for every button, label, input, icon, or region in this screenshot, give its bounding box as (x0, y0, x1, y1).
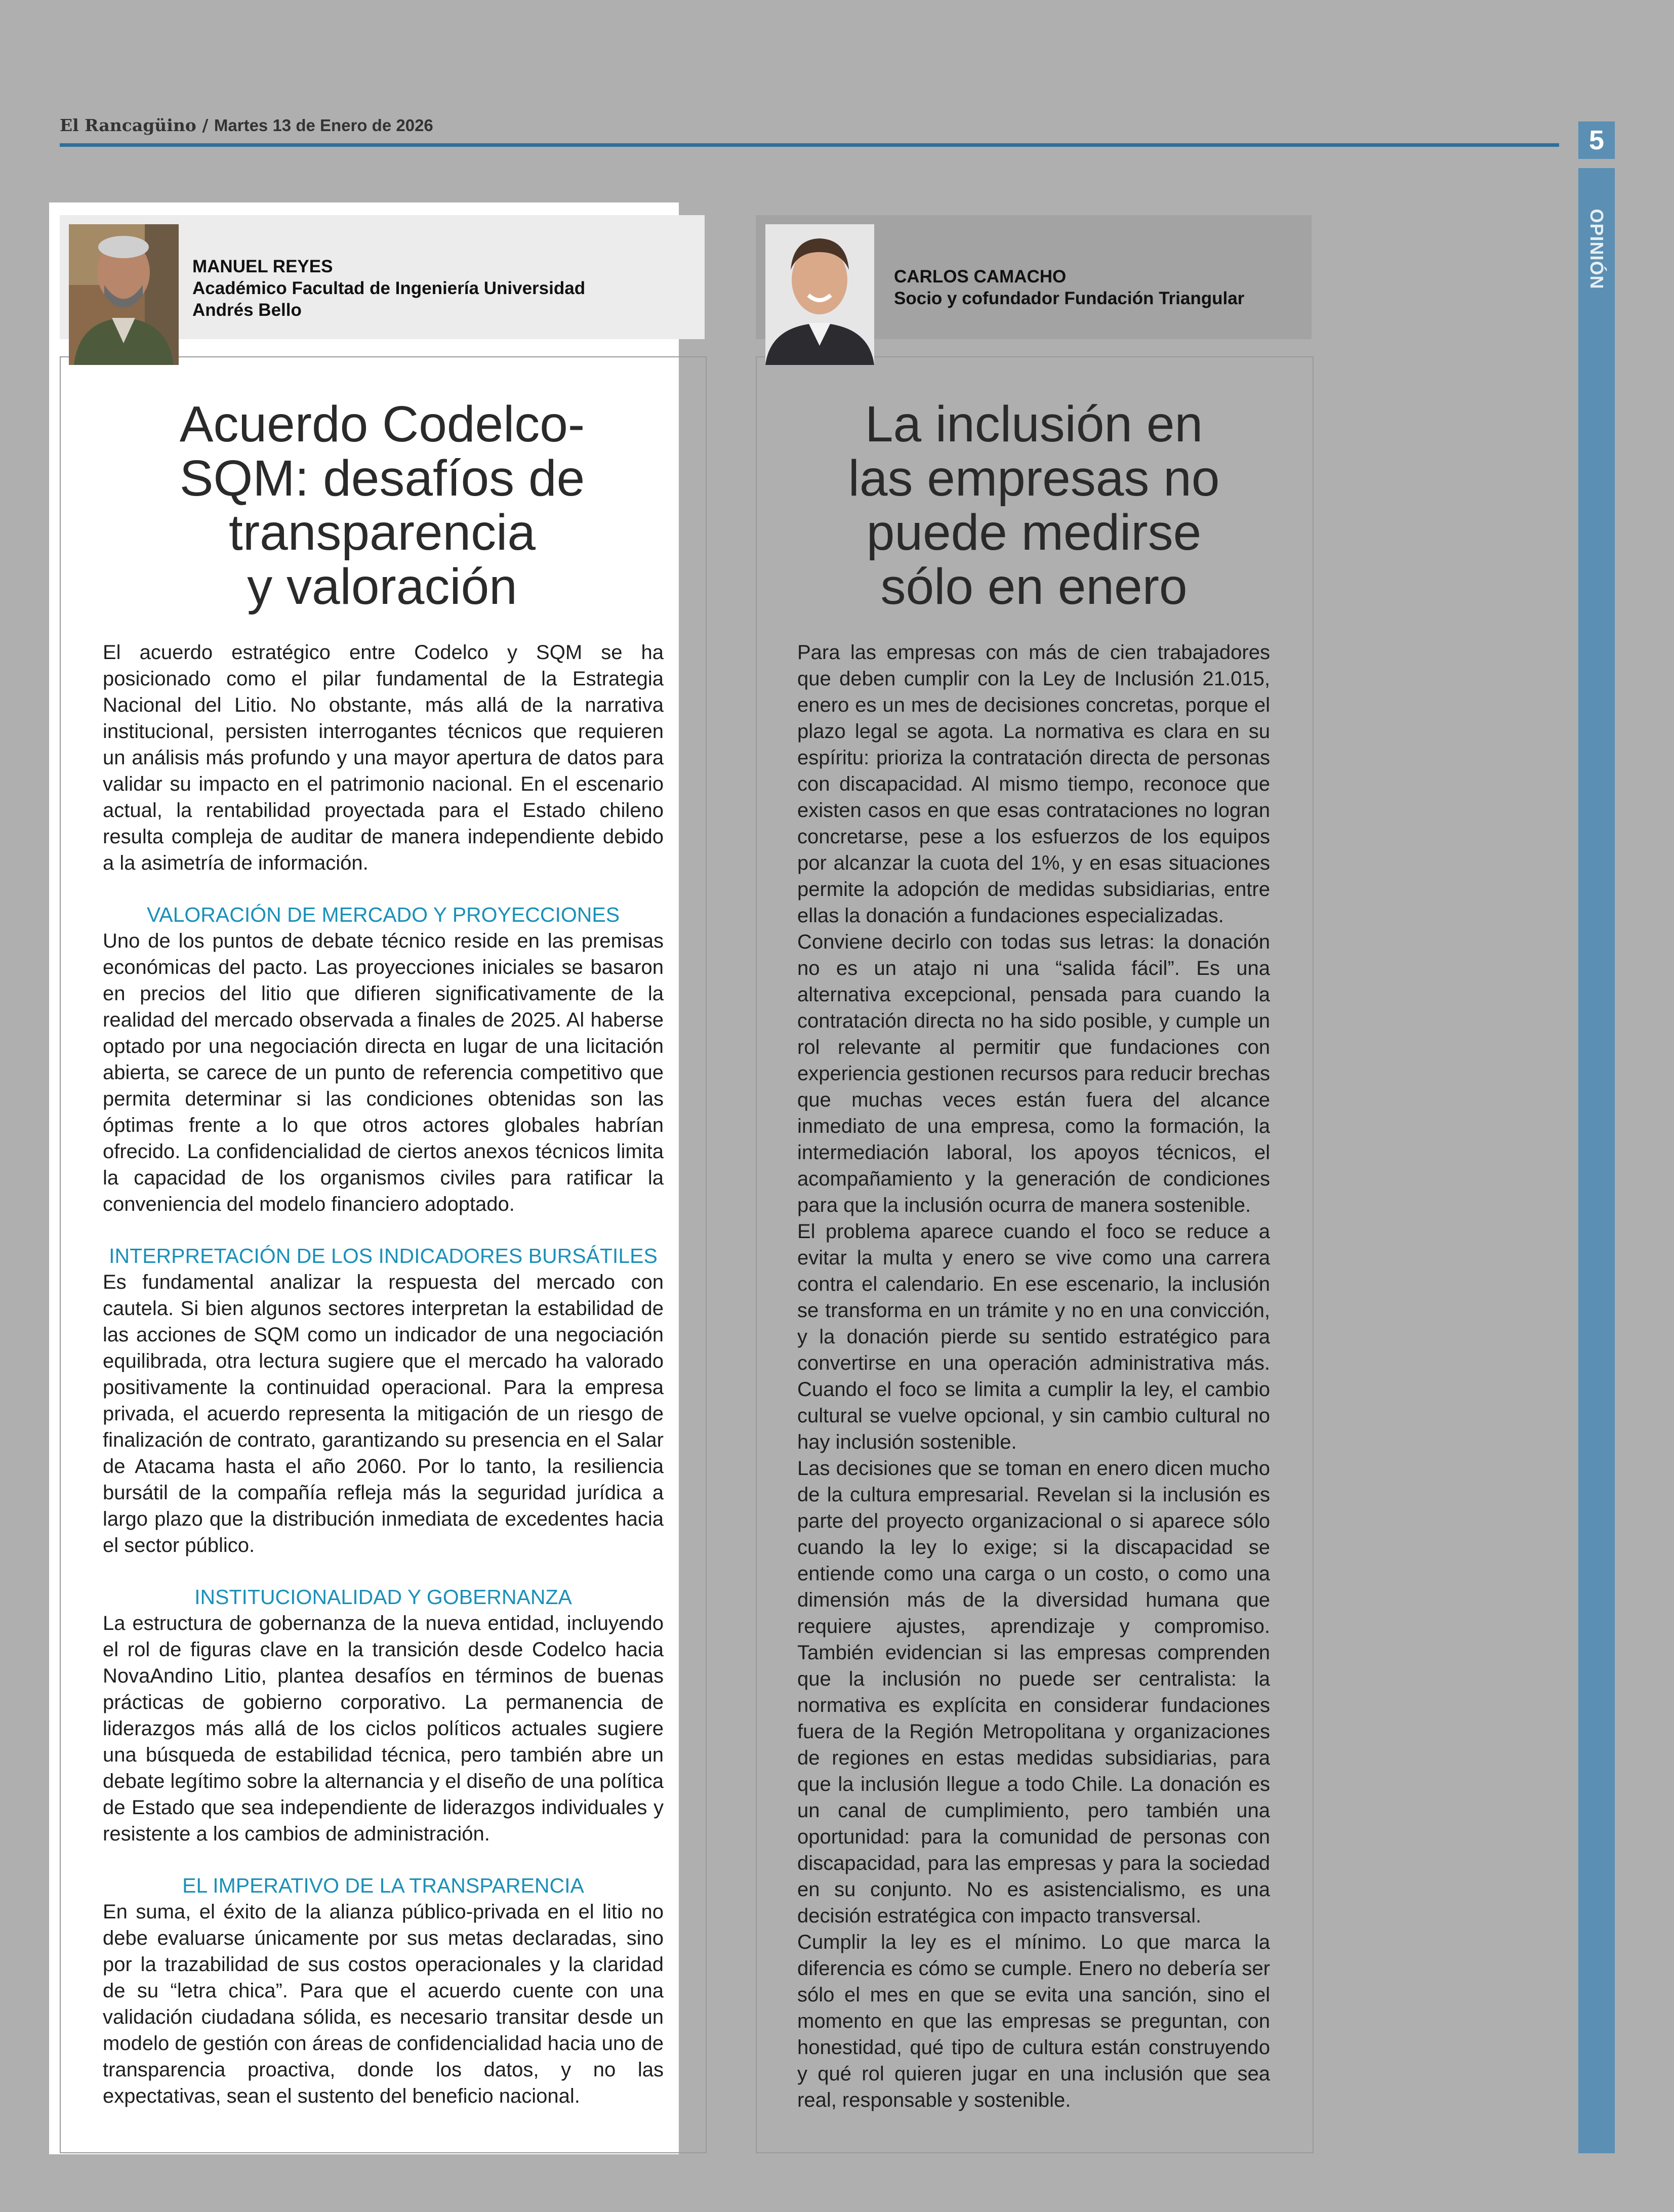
newspaper-name: El Rancagüino (60, 115, 196, 135)
intro-paragraph: El acuerdo estratégico entre Codelco y SQM se ha posicionado como el pilar fundamental de la Estrategia Nacional del Litio. No obstante, más allá de la narrativa institucional, persisten interrogantes técnicos que requieren un análisis más profundo y una mayor apertura de datos para validar su impacto en el patrimonio nacional. En el escenario actual, la rentabilidad proyectada para el Estado chileno resulta compleja de auditar de manera independiente debido a la asimetría de información. (103, 641, 664, 874)
author-name: CARLOS CAMACHO (894, 267, 1067, 286)
body-paragraph: El problema aparece cuando el foco se reduce a evitar la multa y enero se vive como una carrera contra el calendario. En ese escenario, la inclusión se transforma en un trámite y no en una convicción, y la donación pierde su sentido estratégico para convertirse en una operación administrativa más. Cuando el foco se limita a cumplir la ley, el cambio cultural se vuelve opcional, y sin cambio cultural no hay inclusión sostenible. (797, 1220, 1270, 1453)
page-header (60, 115, 433, 135)
section-tab (1578, 168, 1615, 320)
author-role (192, 277, 597, 321)
headline-line: Acuerdo Codelco- (179, 396, 585, 453)
section-heading: EL IMPERATIVO DE LA TRANSPARENCIA (182, 1874, 584, 1897)
section-paragraph: Es fundamental analizar la respuesta del mercado con cautela. Si bien algunos sectores interpretan la estabilidad de las acciones de SQM como un indicador de una negociación equilibrada, otra lectura sugiere que el mercado ha valorado positivamente la continuidad operacional. Para la empresa privada, el acuerdo representa la mitigación de un riesgo de finalización de contrato, garantizando su presencia en el Salar de Atacama hasta el año 2060. Por lo tanto, la resiliencia bursátil de la compañía refleja más la seguridad jurídica a largo plazo que la distribución inmediata de excedentes hacia el sector público. (103, 1271, 664, 1556)
headline-line: transparencia (229, 504, 536, 561)
section-label: OPINIÓN (1586, 209, 1607, 290)
body-paragraph: Para las empresas con más de cien trabajadores que deben cumplir con la Ley de Inclusión 21.015, enero es un mes de decisiones concretas, porque el plazo legal se agota. La normativa es clara en su espíritu: prioriza la contratación directa de personas con discapacidad. Al mismo tiempo, reconoce que existen casos en que esas contrataciones no logran concretarse, pese a los esfuerzos de los equipos por alcanzar la cuota del 1%, y en esas situaciones permite la adopción de medidas subsidiarias, entre ellas la donación a fundaciones especializadas. (797, 641, 1270, 927)
headline-line: sólo en enero (880, 558, 1188, 615)
headline-line: las empresas no (848, 450, 1220, 507)
author-name: MANUEL REYES (192, 257, 333, 276)
issue-date: Martes 13 de Enero de 2026 (214, 116, 433, 135)
author-role-line: Andrés Bello (192, 300, 302, 320)
body-paragraph: Conviene decirlo con todas sus letras: la donación no es un atajo ni una “salida fácil”. Es una alternativa excepcional, pensada para cuando la contratación directa no ha sido posible, y cumple un rol relevante al permitir que fundaciones con experiencia gestionen recursos para reducir brechas que muchas veces están fuera del alcance inmediato de una empresa, como la formación, la intermediación laboral, los apoyos técnicos, el acompañamiento y la generación de condiciones para que la inclusión ocurra de manera sostenible. (797, 931, 1270, 1216)
author-role-line: Académico Facultad de Ingeniería Universidad (192, 278, 586, 298)
body-paragraph: Cumplir la ley es el mínimo. Lo que marca la diferencia es cómo se cumple. Enero no debería ser sólo el mes en que se evita una sanción, sino el momento en que las empresas se preguntan, con honestidad, qué tipo de cultura están construyendo y qué rol quieren jugar en una inclusión que sea real, responsable y sostenible. (797, 1931, 1270, 2111)
section-heading: INSTITUCIONALIDAD Y GOBERNANZA (194, 1585, 572, 1609)
section-paragraph: La estructura de gobernanza de la nueva entidad, incluyendo el rol de figuras clave en la transición desde Codelco hacia NovaAndino Litio, plantea desafíos en términos de buenas prácticas de gobierno corporativo. La permanencia de liderazgos más allá de los ciclos políticos actuales sugiere una búsqueda de estabilidad técnica, pero también abre un debate legítimo sobre la alternancia y el diseño de una política de Estado que sea independiente de liderazgos individuales y resistente a los cambios de administración. (103, 1612, 664, 1845)
section-paragraph: Uno de los puntos de debate técnico reside en las premisas económicas del pacto. Las proyecciones iniciales se basaron en precios del litio que difieren significativamente de la realidad del mercado observada a finales de 2025. Al haberse optado por una negociación directa en lugar de una licitación abierta, se carece de un punto de referencia competitivo que permita determinar si las condiciones obtenidas son las óptimas frente a lo que otros actores globales habrían ofrecido. La confidencialidad de ciertos anexos técnicos limita la capacidad de los organismos civiles para ratificar la conveniencia del modelo financiero adoptado. (103, 930, 664, 1215)
header-rule (60, 143, 1559, 147)
body-paragraph: Las decisiones que se toman en enero dicen mucho de la cultura empresarial. Revelan si la inclusión es parte del proyecto organizacional o si aparece sólo cuando la ley lo exige; si la discapacidad se entiende como una carga o un costo, o como una dimensión más de la diversidad humana que requiere ajustes, aprendizaje y compromiso. También evidencian si las empresas comprenden que la inclusión no puede ser centralista: la normativa es explícita en considerar fundaciones fuera de la Región Metropolitana y organizaciones de regiones en estas medidas subsidiarias, para que la inclusión llegue a todo Chile. La donación es un canal de cumplimiento, pero también una oportunidad: para la comunidad de personas con discapacidad, para las empresas y para la sociedad en su conjunto. No es asistencialismo, es una decisión estratégica con impacto transversal. (797, 1457, 1270, 1927)
section-sidebar (1578, 168, 1615, 2153)
headline-line: puede medirse (866, 504, 1202, 561)
article-headline (81, 397, 683, 614)
author-photo-carlos-camacho (765, 224, 874, 365)
headline-line: La inclusión en (865, 396, 1203, 453)
article-body (103, 639, 664, 2109)
headline-line: SQM: desafíos de (179, 450, 585, 507)
headline-line: y valoración (247, 558, 517, 615)
header-separator: / (202, 115, 209, 135)
section-paragraph: En suma, el éxito de la alianza público-privada en el litio no debe evaluarse únicamente por sus metas declaradas, sino por la trazabilidad de sus costos operacionales y la claridad de su “letra chica”. Para que el acuerdo cuente con una validación ciudadana sólida, es necesario transitar desde un modelo de gestión con áreas de confidencialidad hacia uno de transparencia proactiva, donde los datos, y no las expectativas, sean el sustento del beneficio nacional. (103, 1901, 664, 2107)
article-headline (759, 397, 1309, 614)
page-number: 5 (1578, 121, 1615, 159)
section-heading: VALORACIÓN DE MERCADO Y PROYECCIONES (146, 903, 620, 926)
author-photo-manuel-reyes (69, 224, 179, 365)
section-heading: INTERPRETACIÓN DE LOS INDICADORES BURSÁTILES (109, 1244, 658, 1267)
article-body (797, 639, 1270, 2113)
author-role: Socio y cofundador Fundación Triangular (894, 289, 1245, 308)
